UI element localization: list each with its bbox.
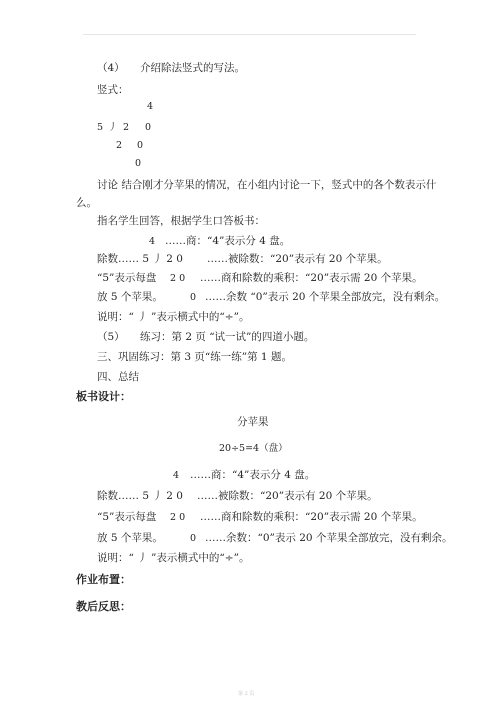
division-bracket: 丿 <box>108 122 118 133</box>
board-dividend-note: ……被除数：“20”表示有 20 个苹果。 <box>207 253 388 265</box>
design-divisor-meaning-2: 放 5 个苹果。 <box>97 532 163 544</box>
board-divisor-meaning-2: 放 5 个苹果。 <box>97 291 163 303</box>
design-product-note: ……商和除数的乘积：“20”表示需 20 个苹果。 <box>200 511 423 523</box>
discussion-line-2: 么。 <box>76 197 97 209</box>
division-dividend-tens: 2 <box>123 122 130 133</box>
design-divisor-meaning: “5”表示每盘 <box>97 511 157 523</box>
design-divisor-row: 除数…… 5 丿 2 0 <box>97 490 183 502</box>
design-quotient-note: ……商：“4”表示分 4 盘。 <box>190 469 316 481</box>
section-3-practice: 三、巩固练习：第 3 页“练一练”第 1 题。 <box>97 351 292 363</box>
division-quotient: 4 <box>147 101 154 112</box>
section-5-exercise: 练习：第 2 页 “试一试”的四道小题。 <box>140 331 315 343</box>
board-remainder: 0 <box>190 292 197 303</box>
board-product-note: ……商和除数的乘积：“20”表示需 20 个苹果。 <box>200 272 423 284</box>
design-explanation: 说明：“ 丿 ”表示横式中的“÷”。 <box>97 552 250 564</box>
board-product: 2 0 <box>170 273 186 284</box>
design-remainder-note: ……余数：“0”表示 20 个苹果全部放完，没有剩余。 <box>205 532 453 544</box>
board-quotient: 4 <box>149 236 156 247</box>
division-product-tens: 2 <box>116 140 123 151</box>
division-remainder: 0 <box>135 158 142 169</box>
homework-heading: 作业布置： <box>76 573 131 586</box>
division-product-ones: 0 <box>137 140 144 151</box>
board-divisor-meaning: “5”表示每盘 <box>97 272 157 284</box>
design-product: 2 0 <box>170 512 186 523</box>
board-design-heading: 板书设计： <box>76 390 131 403</box>
vertical-form-label: 竖式： <box>97 84 129 96</box>
board-title: 分苹果 <box>237 416 269 428</box>
page-footer: 第 2 页 <box>238 691 255 697</box>
section-4-summary: 四、总结 <box>97 371 139 383</box>
section-4-title: 介绍除法竖式的写法。 <box>140 62 245 74</box>
design-dividend-note: ……被除数：“20”表示有 20 个苹果。 <box>197 490 378 502</box>
board-quotient-note: ……商：“4”表示分 4 盘。 <box>165 235 291 247</box>
reflection-heading: 教后反思： <box>76 600 131 613</box>
division-divisor: 5 <box>97 122 104 133</box>
header-rule <box>83 34 416 35</box>
design-quotient: 4 <box>173 470 180 481</box>
board-equation: 20÷5=4（盘） <box>219 443 288 454</box>
board-remainder-note: ……余数 “0”表示 20 个苹果全部放完，没有剩余。 <box>205 291 446 303</box>
section-4-number: （4） <box>97 62 125 74</box>
discussion-line-1: 讨论 结合刚才分苹果的情况，在小组内讨论一下，竖式中的各个数表示什 <box>97 179 437 191</box>
board-explanation: 说明：“ 丿 ”表示横式中的“÷”。 <box>97 311 250 323</box>
section-5-number: （5） <box>97 331 125 343</box>
division-dividend-ones: 0 <box>145 122 152 133</box>
design-remainder: 0 <box>190 533 197 544</box>
board-divisor-row: 除数…… 5 丿 2 0 <box>97 253 183 265</box>
board-intro: 指名学生回答，根据学生口答板书： <box>97 215 265 227</box>
